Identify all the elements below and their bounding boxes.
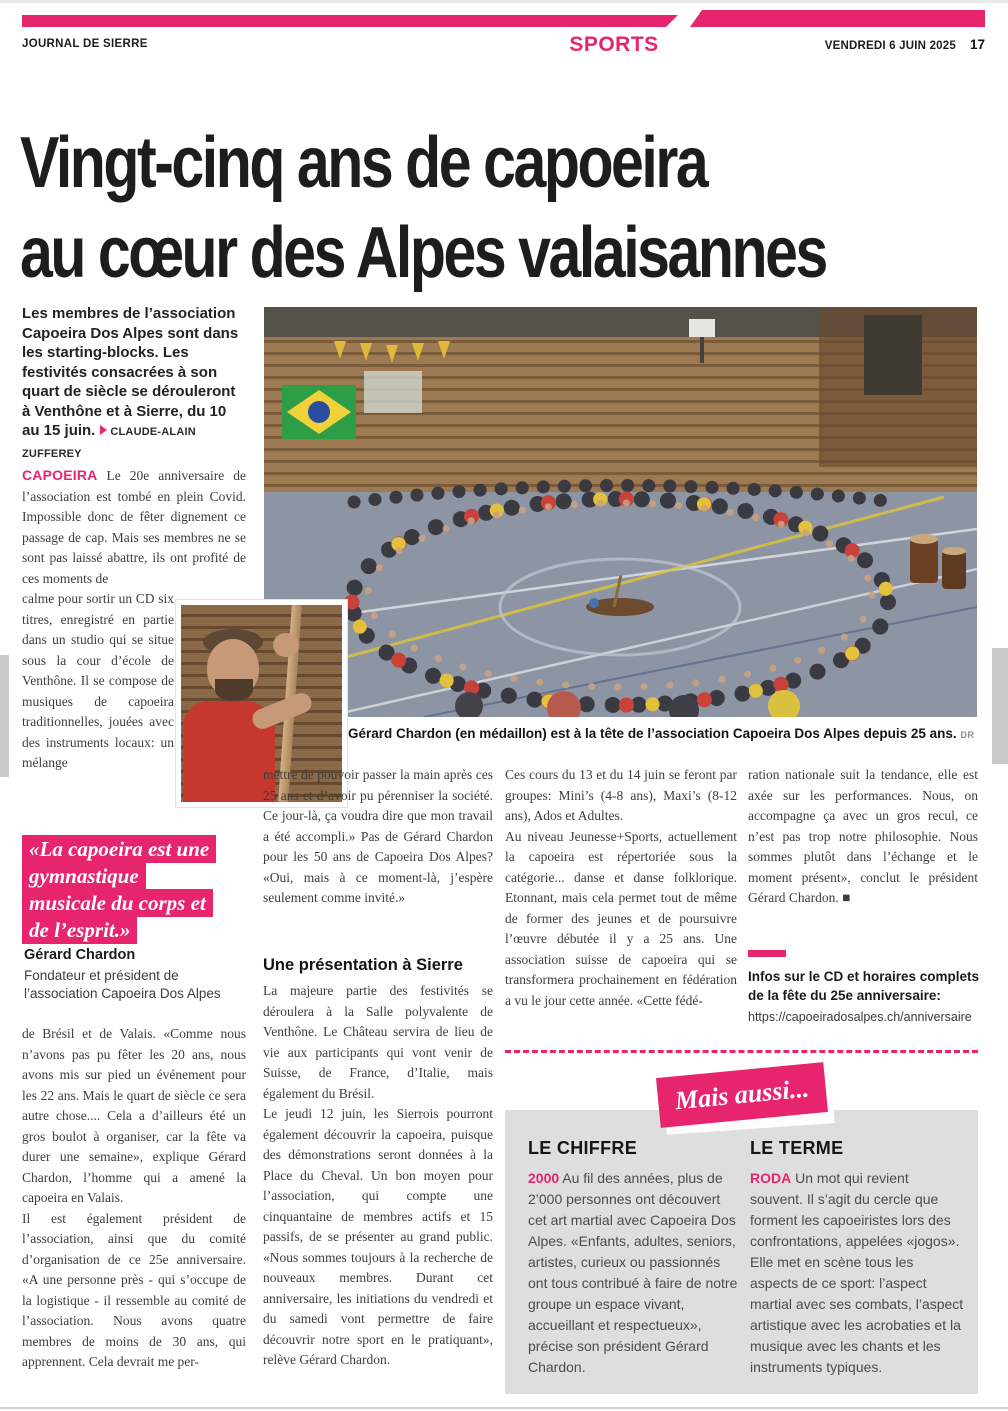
mais-aussi-banner (658, 1070, 834, 1128)
kicker: CAPOEIRA (22, 467, 98, 483)
section-title: SPORTS (569, 33, 659, 56)
le-chiffre-label: LE CHIFFRE (528, 1138, 637, 1158)
le-terme-body: Un mot qui revient souvent. Il s’agit du cercle que forment les capoeiristes lors des confrontations, appelées «jogos». Elle met en scène tous les aspects de ce sport: l’aspect martial avec ses combats, l’aspect artistique avec les acrobaties et la musique avec les chants et les instruments typiques. (750, 1170, 964, 1375)
pull-quote (22, 836, 214, 944)
infobox-title: Infos sur le CD et horaires complets de la fête du 25e anniversaire: (748, 969, 980, 1003)
quote-author-role: Fondateur et président de l’association Capoeira Dos Alpes (24, 968, 221, 1001)
le-chiffre-text (528, 1168, 742, 1378)
header-rule-left (22, 15, 678, 27)
pull-quote-text: «La capoeira est une gymnastique musicale du corps et de l’esprit.» (22, 835, 216, 944)
le-terme-text (750, 1168, 964, 1378)
article-paragraph-narrow: calme pour sortir un CD six titres, enregistré en partie dans un studio qui se situe sous la cour d’école de Venthône. Il se compose de musiques de capoeira traditionnelles, jouées avec des instruments locaux: un mélange (22, 591, 174, 770)
basket-pole (700, 337, 704, 363)
issue-date: VENDREDI 6 JUIN 2025 (824, 40, 956, 52)
article-column-3 (505, 765, 737, 1049)
subhead: Une présentation à Sierre (263, 956, 463, 974)
page-bottom-edge (0, 1407, 1008, 1409)
infobox-link[interactable]: https://capoeiradosalpes.ch/anniversaire (748, 1010, 972, 1024)
caption-text: Gérard Chardon (en médaillon) est à la tête de l’association Capoeira Dos Alpes depuis 25 ans. (348, 726, 957, 741)
doorway (864, 315, 922, 395)
le-chiffre-block (528, 1138, 742, 1378)
article-column-2-upper (263, 765, 493, 955)
article-paragraph: La majeure partie des festivités se déroulera à la Salle polyvalente de Venthône. Le Château servira de lieu de vie aux participants qui vont venir de Suisse, de France, d’Italie, mais également du Brésil. (263, 983, 493, 1101)
main-photo (264, 307, 977, 717)
article-column-1 (22, 465, 246, 817)
headline (20, 118, 988, 298)
photo-credit: DR (960, 730, 975, 740)
article-paragraph: Il est également président de l’association, ainsi que du comité d’organisation de ce 25e anniversaire. «A une personne près - qui s’occupe de la logistique - il ressemble au comité de l’association. Nous avons quatre membres de moins de 30 ans, qui apprennent. Cela devrait me per- (22, 1210, 246, 1369)
article-paragraph: ration nationale suit la tendance, elle est axée sur les performances. Nous, on accompagne ça avec un gros recul, ce n’est pas trop notre philosophie. Nous sommes plutôt dans l’échange et le moment présent», conclut le président Gérard Chardon. ■ (748, 767, 978, 905)
quote-author: Gérard Chardon (24, 947, 136, 963)
article-paragraph: Ces cours du 13 et du 14 juin se feront par groupes: Mini’s (4-8 ans), Maxi’s (8-12 ans), Ados et Adultes. (505, 767, 737, 823)
right-page-tab[interactable] (992, 648, 1008, 764)
article-column-1-lower (22, 1024, 246, 1408)
article-paragraph: mettre de pouvoir passer la main après ces 25 ans et d’avoir pu pérenniser la société. Ce jour-là, ça voudra dire que mon travail a été accompli.» Pas de Gérard Chardon pour les 50 ans de Capoeira Dos Alpes? «Oui, mais à ce moment-là, j’espère seulement comme invité.» (263, 767, 493, 905)
paragraph-text: Le 20e anniversaire de l’association est tombé en plein Covid. Impossible donc de fêter dignement ce passage de cap. Mais ses membres ne se sont pas laissé abattre, ils ont profité de ces moments de (22, 468, 246, 586)
header-rule-right (690, 10, 985, 27)
article-paragraph (22, 465, 246, 589)
page-number: 17 (969, 37, 985, 52)
le-chiffre-body: Au fil des années, plus de 2’000 personnes ont découvert cet art martial avec Capoeira Dos Alpes. «Enfants, adultes, seniors, artistes, curieux ou passionnés ont tous contribué à faire de notre groupe un espace vivant, accueillant et respectueux», précise son président Gérard Chardon. (528, 1170, 738, 1375)
article-column-4 (748, 765, 978, 947)
dashed-divider (505, 1050, 978, 1053)
gym-scene-illustration (264, 307, 977, 717)
article-paragraph: Au niveau Jeunesse+Sports, actuellement la capoeira est répertoriée sous la catégorie... danse et danse folklorique. Etonnant, mais cela permet tout de même de former des jeunes et de poursuivre l’œuvre débutée il y a 25 ans. Une association suisse de capoeira qui se transformera prochainement en fédération a vu le jour cette année. «Cette fédé- (505, 828, 737, 1008)
article-column-2-lower (263, 956, 493, 1408)
photo-caption (348, 726, 978, 741)
portrait-hand (273, 633, 299, 657)
wall-window (364, 371, 422, 413)
le-terme-block (750, 1138, 964, 1378)
headline-line2: au cœur des Alpes valaisannes (20, 213, 826, 293)
lead-text: Les membres de l’association Capoeira Dos Alpes sont dans les starting-blocks. Les festivités consacrées à son quart de siècle se dérouleront à Venthône et à Sierre, du 10 au 15 juin. (22, 305, 239, 439)
portrait-arm (250, 690, 315, 732)
article-paragraph: Le jeudi 12 juin, les Sierrois pourront également découvrir la capoeira, puisque des démonstrations seront données à la Place du Cheval. Un bon moyen pour l’association, qui compte une cinquantaine de membres actifs et 15 passifs, de se présenter au grand public. «Nous sommes toujours à la recherche de nouveaux membres. Durant cet anniversaire, les initiations du vendredi et du samedi vont permettre de faire découvrir notre sport en le pratiquant», relève Gérard Chardon. (263, 1106, 493, 1367)
masthead: JOURNAL DE SIERRE (22, 38, 148, 50)
left-page-tab[interactable] (0, 655, 9, 777)
headline-line1: Vingt-cinq ans de capoeira (20, 123, 707, 203)
basket-board (689, 319, 715, 337)
le-terme-word: RODA (750, 1170, 792, 1186)
infobox-rule (748, 950, 786, 957)
le-terme-label: LE TERME (750, 1138, 844, 1158)
dateline (825, 37, 985, 52)
article-paragraph: de Brésil et de Valais. «Comme nous n’avons pas pu fêter les 20 ans, nous avons mis sur pied un événement pour les 22 ans. Mais le quart de siècle ce sera autre chose.... Cela a d’ailleurs été un gros boulot à organiser, car la fête va durer une semaine», explique Gérard Chardon, l’homme qui a amené la capoeira en Valais. (22, 1026, 246, 1205)
brazil-flag (282, 385, 356, 439)
lead-paragraph (22, 304, 246, 464)
le-chiffre-number: 2000 (528, 1170, 560, 1186)
banner-label: Mais aussi... (656, 1062, 828, 1128)
byline: CLAUDE-ALAIN ZUFFEREY (22, 426, 196, 460)
page-top-edge (0, 0, 1008, 3)
byline-arrow-icon (100, 425, 107, 435)
